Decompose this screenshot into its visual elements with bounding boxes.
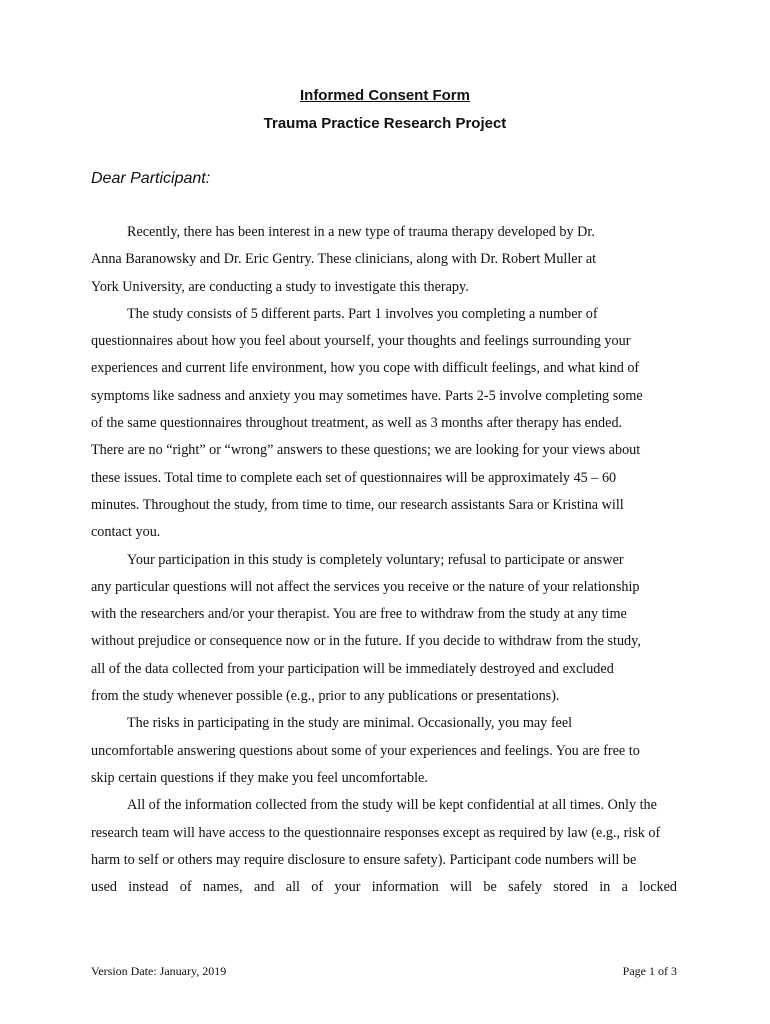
body-line: There are no “right” or “wrong” answers to these questions; we are looking for your views about bbox=[91, 442, 641, 459]
body-line: Anna Baranowsky and Dr. Eric Gentry. These clinicians, along with Dr. Robert Muller at bbox=[91, 251, 597, 268]
body-line: harm to self or others may require disclosure to ensure safety). Participant code numbers will be bbox=[91, 851, 637, 868]
body-line: The risks in participating in the study are minimal. Occasionally, you may feel bbox=[127, 715, 573, 732]
body-line: Recently, there has been interest in a new type of trauma therapy developed by Dr. bbox=[127, 224, 595, 240]
body-line: without prejudice or consequence now or in the future. If you decide to withdraw from the study, bbox=[91, 633, 641, 650]
body-line: minutes. Throughout the study, from time to time, our research assistants Sara or Kristina will bbox=[91, 496, 624, 513]
body-line: any particular questions will not affect the services you receive or the nature of your relationship bbox=[91, 578, 640, 595]
body-line: used instead of names, and all of your information will be safely stored in a locked bbox=[91, 879, 677, 896]
body-line: questionnaires about how you feel about yourself, your thoughts and feelings surrounding your bbox=[91, 333, 631, 350]
body-line: The study consists of 5 different parts. Part 1 involves you completing a number of bbox=[127, 305, 598, 322]
body-line: research team will have access to the questionnaire responses except as required by law (e.g., risk of bbox=[91, 824, 661, 841]
body-line: with the researchers and/or your therapist. You are free to withdraw from the study at any time bbox=[91, 606, 627, 623]
body-line: of the same questionnaires throughout treatment, as well as 3 months after therapy has ended. bbox=[91, 415, 623, 432]
body-line: Your participation in this study is completely voluntary; refusal to participate or answer bbox=[127, 551, 624, 568]
page-number: Page 1 of 3 bbox=[622, 964, 677, 978]
body-line: these issues. Total time to complete each set of questionnaires will be approximately 45 – 60 bbox=[91, 469, 617, 486]
body-line: All of the information collected from the study will be kept confidential at all times. Only the bbox=[127, 797, 657, 814]
document-body bbox=[91, 219, 677, 901]
body-line: skip certain questions if they make you feel uncomfortable. bbox=[91, 769, 428, 786]
version-date: Version Date: January, 2019 bbox=[91, 964, 227, 978]
body-line: symptoms like sadness and anxiety you may sometimes have. Parts 2-5 involve completing some bbox=[91, 387, 643, 404]
document-title: Informed Consent Form bbox=[299, 87, 470, 104]
document-subtitle: Trauma Practice Research Project bbox=[263, 115, 507, 132]
body-line: all of the data collected from your participation will be immediately destroyed and excluded bbox=[91, 660, 614, 677]
body-line: contact you. bbox=[91, 524, 161, 541]
body-line: York University, are conducting a study to investigate this therapy. bbox=[91, 278, 469, 295]
body-line: uncomfortable answering questions about some of your experiences and feelings. You are free to bbox=[91, 742, 640, 759]
greeting: Dear Participant: bbox=[91, 170, 211, 187]
body-line: experiences and current life environment, how you cope with difficult feelings, and what kind of bbox=[91, 360, 640, 377]
body-line: from the study whenever possible (e.g., prior to any publications or presentations). bbox=[91, 688, 560, 705]
